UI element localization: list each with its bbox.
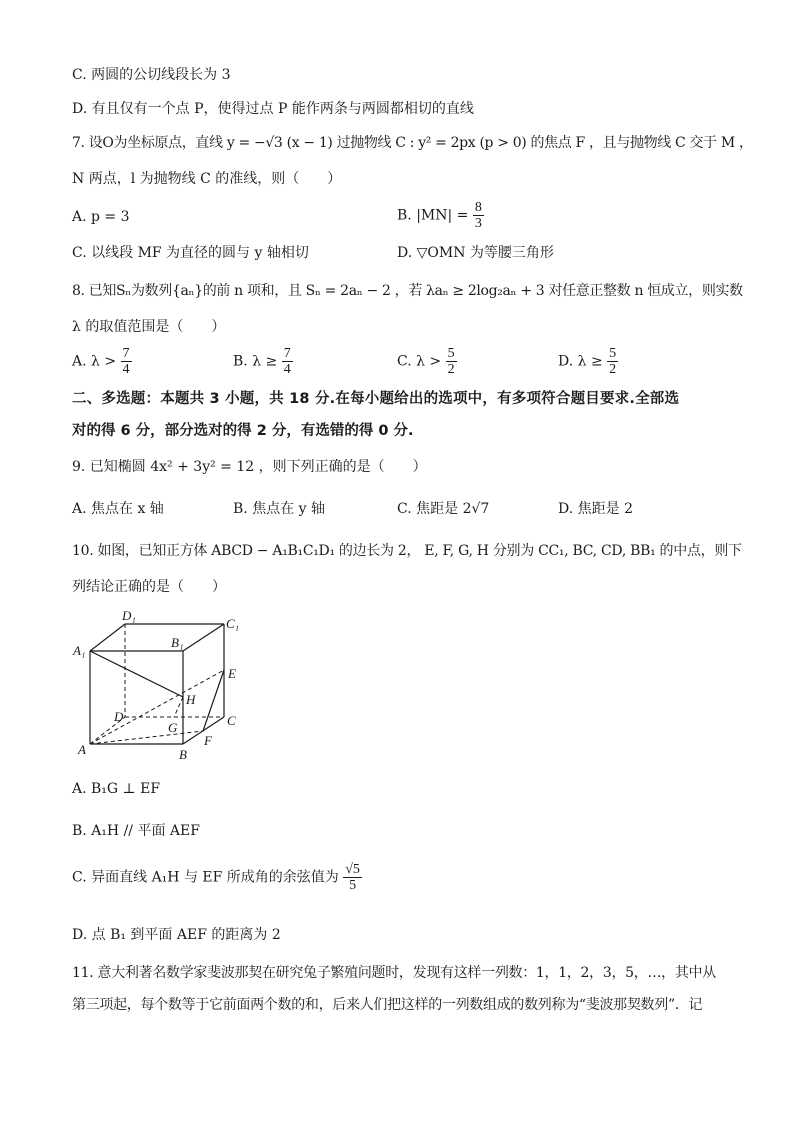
q11-stem-line1: 11. 意大利著名数学家斐波那契在研究兔子繁殖问题时，发现有这样一列数：1，1，2，3，5，…，其中从 [72, 965, 716, 981]
q8-a-num: 7 [122, 346, 130, 361]
q8-c-den: 2 [447, 362, 455, 377]
hidden-segment-H-G [174, 697, 183, 717]
q9-option-c: C. 焦距是 2√7 [397, 501, 490, 517]
q8-b-num: 7 [283, 346, 291, 361]
q8-stem-line2: λ 的取值范围是（ ） [72, 319, 226, 335]
q8-d-den: 2 [609, 362, 617, 377]
q8-d-prefix: D. λ ≥ [558, 353, 603, 370]
q11-stem-line2: 第三项起，每个数等于它前面两个数的和，后来人们把这样的一列数组成的数列称为“斐波那契数列”．记 [72, 997, 703, 1013]
q8-b-fraction [282, 346, 293, 377]
q7-option-b-fraction [473, 200, 484, 231]
q10-option-c [72, 862, 362, 893]
label-D: D [114, 709, 124, 724]
q7-stem-line2: N 两点，l 为抛物线 C 的准线，则（ ） [72, 171, 342, 187]
q10-option-d: D. 点 B₁ 到平面 AEF 的距离为 2 [72, 927, 281, 943]
label-G: G [168, 720, 178, 735]
q9-option-b: B. 焦点在 y 轴 [233, 501, 325, 517]
q8-a-fraction [121, 346, 132, 377]
edge-B1-C1 [183, 624, 224, 651]
q8-b-den: 4 [283, 362, 291, 377]
q7-option-a: A. p = 3 [72, 209, 130, 225]
q10-option-b: B. A₁H // 平面 AEF [72, 823, 200, 839]
q8-c-num: 5 [447, 346, 455, 361]
q9-stem: 9. 已知椭圆 4x² + 3y² = 12 ，则下列正确的是（ ） [72, 459, 427, 475]
cube-figure [70, 604, 250, 764]
label-E: E [228, 666, 236, 681]
label-A: A [78, 742, 86, 757]
q9-option-a: A. 焦点在 x 轴 [72, 501, 164, 517]
q8-a-prefix: A. λ > [72, 353, 117, 370]
section2-heading-line1: 二、多选题：本题共 3 小题，共 18 分.在每小题给出的选项中，有多项符合题目要求.全部选 [72, 391, 680, 407]
q10-stem-line2: 列结论正确的是（ ） [72, 579, 226, 595]
q10-option-a: A. B₁G ⊥ EF [72, 781, 161, 797]
q8-c-fraction [446, 346, 457, 377]
q7-option-d: D. ▽OMN 为等腰三角形 [397, 245, 554, 261]
q7-b-den: 3 [474, 216, 482, 231]
q8-d-num: 5 [609, 346, 617, 361]
q7-option-c: C. 以线段 MF 为直径的圆与 y 轴相切 [72, 245, 309, 261]
label-C: C [227, 713, 236, 728]
q8-stem-line1: 8. 已知Sₙ为数列{aₙ}的前 n 项和，且 Sₙ = 2aₙ − 2 ，若 λaₙ ≥ 2log₂aₙ + 3 对任意正整数 n 恒成立，则实数 [72, 283, 743, 299]
q6-option-d: D. 有且仅有一个点 P，使得过点 P 能作两条与两圆都相切的直线 [72, 101, 474, 117]
edge-A1-D1 [90, 624, 125, 651]
q8-a-den: 4 [122, 362, 130, 377]
q8-b-prefix: B. λ ≥ [233, 353, 278, 370]
q7-option-b [397, 200, 484, 231]
q7-stem-line1: 7. 设O为坐标原点，直线 y = −√3 (x − 1) 过抛物线 C : y² = 2px (p > 0) 的焦点 F ，且与抛物线 C 交于 M ， [72, 135, 753, 151]
section2-heading-line2: 对的得 6 分，部分选对的得 2 分，有选错的得 0 分. [72, 423, 414, 439]
q8-option-a [72, 346, 132, 377]
label-H: H [186, 692, 196, 707]
label-A1: A₁ [73, 643, 86, 658]
q8-d-fraction [607, 346, 618, 377]
q8-option-d [558, 346, 618, 377]
label-F: F [204, 733, 212, 748]
q8-option-b [233, 346, 293, 377]
q7-b-num: 8 [474, 200, 482, 215]
q7-option-b-prefix: B. |MN| = [397, 207, 469, 224]
label-B: B [179, 747, 187, 762]
q8-c-prefix: C. λ > [397, 353, 442, 370]
q10-c-den: 5 [349, 878, 357, 893]
q9-option-d: D. 焦距是 2 [558, 501, 633, 517]
label-D1: D₁ [122, 608, 136, 623]
q6-option-c: C. 两圆的公切线段长为 3 [72, 67, 231, 83]
segment-E-F [203, 670, 224, 731]
label-C1: C₁ [226, 616, 240, 631]
q10-c-fraction [343, 862, 362, 893]
segment-A1-H [90, 651, 183, 697]
label-B1: B₁ [171, 635, 184, 650]
q8-option-c [397, 346, 457, 377]
q10-c-prefix: C. 异面直线 A₁H 与 EF 所成角的余弦值为 [72, 869, 339, 886]
q10-c-num: √5 [345, 862, 360, 877]
q10-stem-line1: 10. 如图，已知正方体 ABCD − A₁B₁C₁D₁ 的边长为 2， E, F, G, H 分别为 CC₁, BC, CD, BB₁ 的中点，则下 [72, 543, 742, 559]
